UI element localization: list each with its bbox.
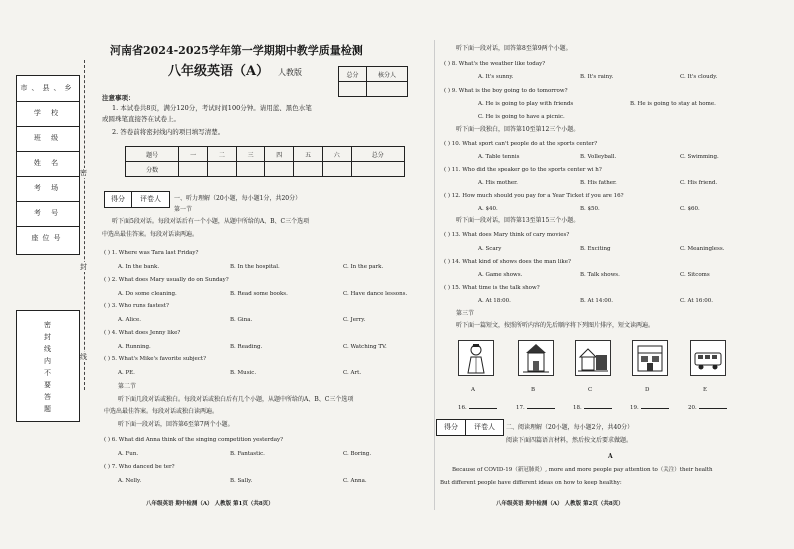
option-b: B. $50.	[580, 206, 600, 212]
option-b: B. It's rainy.	[580, 74, 614, 80]
option-b: B. Gina.	[230, 317, 253, 323]
blank-line	[699, 402, 727, 409]
score-table-cell: 四	[265, 147, 294, 162]
passage-line: But different people have different ideas on how to keep healthy:	[440, 480, 622, 486]
blank-number: 20.	[688, 405, 697, 411]
student-info-box	[16, 75, 80, 255]
score-table-cell	[265, 162, 294, 177]
field-name: 姓 名	[17, 151, 79, 177]
option-a: A. Alice.	[118, 317, 142, 323]
option-b: B. In the hospital.	[230, 264, 280, 270]
question-stem: ( ) 7. Who danced be ter?	[104, 464, 175, 470]
option-b: B. Reading.	[230, 344, 263, 350]
section-instruction: 听下面一段对话，回答第13至第15三个小题。	[456, 217, 580, 224]
option-c: C. Swimming.	[680, 154, 719, 160]
section1-part2: 第二节	[118, 383, 137, 390]
question-stem: ( ) 12. How much should you pay for a Year Ticket if you are 16?	[444, 193, 624, 199]
score-table-cell: 题号	[126, 147, 179, 162]
notes-heading: 注意事项：	[102, 94, 135, 102]
question-stem: ( ) 11. Who did the speaker go to the sports center wi h?	[444, 167, 602, 173]
question-stem: ( ) 2. What does Mary usually do on Sunday?	[104, 277, 229, 283]
picture-label: B	[531, 387, 536, 393]
option-a: A. $40.	[478, 206, 498, 212]
seal-mark: 线	[80, 353, 87, 361]
checker-header: 核分人	[367, 67, 408, 82]
seal-mark: 封	[80, 263, 87, 271]
option-c: C. $60.	[680, 206, 700, 212]
exam-subtitle: 八年级英语（A）	[168, 64, 270, 79]
question-stem: ( ) 15. What time is the talk show?	[444, 285, 540, 291]
section1-heading: 一、听力理解（20小题，每小题1分，共20分）	[174, 195, 302, 202]
section1-part1: 第一节	[174, 206, 193, 213]
picture-shop	[632, 340, 668, 376]
section-instruction: 听下面一段对话，回答第8至第9两个小题。	[456, 45, 572, 52]
section1-instruction: 听下面5段对话。每段对话后有一个小题，从题中所给的A、B、C三个选项	[112, 218, 310, 225]
question-stem: ( ) 10. What sport can't people do at the sports center?	[444, 141, 598, 147]
question-stem: ( ) 9. What is the boy going to do tomorrow?	[444, 88, 568, 94]
question-stem: ( ) 6. What did Anna think of the singing competition yesterday?	[104, 437, 284, 443]
question-stem: ( ) 14. What kind of shows does the man like?	[444, 259, 571, 265]
picture-nurse	[458, 340, 494, 376]
blank-number: 19.	[630, 405, 639, 411]
total-score-cell	[339, 82, 367, 97]
option-c: C. Anna.	[343, 478, 367, 484]
checker-cell	[367, 82, 408, 97]
passage-label: A	[608, 453, 613, 460]
grader-box	[436, 419, 504, 436]
option-b: B. He is going to stay at home.	[630, 101, 716, 107]
score-table-cell	[294, 162, 323, 177]
option-a: A. Nelly.	[118, 478, 142, 484]
option-c: C. Jerry.	[343, 317, 366, 323]
picture-houses	[575, 340, 611, 376]
score-table-cell: 五	[294, 147, 323, 162]
score-table	[125, 146, 405, 177]
question-stem: ( ) 8. What's the weather like today?	[444, 61, 546, 67]
option-b: B. At 14:00.	[580, 298, 613, 304]
option-b: B. Volleyball.	[580, 154, 617, 160]
score-table-cell	[179, 162, 208, 177]
option-a: A. His mother.	[478, 180, 518, 186]
notice-box	[16, 310, 80, 422]
blank-number: 16.	[458, 405, 467, 411]
score-table-cell	[351, 162, 404, 177]
picture-bus	[690, 340, 726, 376]
blank-line	[584, 402, 612, 409]
question-stem: ( ) 13. What does Mary think of cary movies?	[444, 232, 570, 238]
answer-blank-20[interactable]	[688, 402, 727, 412]
option-b: B. Fantastic.	[230, 451, 265, 457]
score-table-cell	[208, 162, 237, 177]
option-c: C. It's cloudy.	[680, 74, 718, 80]
option-b: B. His father.	[580, 180, 617, 186]
option-a: A. Running.	[118, 344, 151, 350]
score-table-cell	[236, 162, 265, 177]
picture-label: A	[471, 387, 475, 393]
passage-line: Because of COVID-19（新冠肺炎）, more and more people pay attention to（关注）their health	[452, 467, 713, 473]
option-c: C. Art.	[343, 370, 362, 376]
score-table-header-row	[126, 147, 405, 162]
page-divider	[434, 40, 435, 510]
option-c: C. His friend.	[680, 180, 718, 186]
option-b: B. Music.	[230, 370, 257, 376]
score-table-score-row	[126, 162, 405, 177]
score-table-cell: 分数	[126, 162, 179, 177]
question-stem: ( ) 4. What does Jenny like?	[104, 330, 181, 336]
note-line: 2. 答卷前将密封线内的项目填写清楚。	[112, 128, 225, 136]
section1-instruction: 中选出最佳答案。每段对话或独白读两遍。	[104, 408, 219, 415]
edition-label: 人教版	[278, 68, 302, 77]
option-b: B. Sally.	[230, 478, 253, 484]
option-a: A. Do some cleaning.	[118, 291, 177, 297]
option-a: A. At 18:00.	[478, 298, 511, 304]
option-a: A. Fun.	[118, 451, 139, 457]
note-line: 1. 本试卷共8页，满分120分，考试时间100分钟。请用蓝、黑色水笔	[112, 104, 312, 112]
picture-label: D	[645, 387, 650, 393]
option-a: A. PE.	[118, 370, 135, 376]
answer-blank-16[interactable]	[458, 402, 497, 412]
answer-blank-17[interactable]	[516, 402, 555, 412]
option-a: A. Game shows.	[478, 272, 523, 278]
score-table-cell: 二	[208, 147, 237, 162]
option-a: A. Table tennis	[478, 154, 520, 160]
seal-mark: 密	[80, 169, 87, 177]
option-b: B. Exciting	[580, 246, 611, 252]
score-table-cell: 三	[236, 147, 265, 162]
grader-name-label: 评卷人	[474, 423, 495, 431]
option-c: C. In the park.	[343, 264, 384, 270]
field-region: 市、县、乡	[17, 76, 79, 102]
option-a: A. He is going to play with friends	[478, 101, 574, 107]
notice-text: 密封线内不要答题	[44, 321, 51, 413]
option-c: C. Meaningless.	[680, 246, 725, 252]
field-school: 学 校	[17, 101, 79, 127]
blank-number: 17.	[516, 405, 525, 411]
option-c: C. Have dance lessons.	[343, 291, 408, 297]
score-table-cell: 六	[322, 147, 351, 162]
picture-tower-building	[518, 340, 554, 376]
option-b: B. Read some books.	[230, 291, 288, 297]
note-line: 或圆珠笔直接答在试卷上。	[102, 115, 180, 123]
field-seat-number: 座位号	[31, 234, 65, 242]
section2-heading: 二、阅读理解（20小题，每小题2分，共40分）	[506, 424, 634, 431]
exam-title: 河南省2024-2025学年第一学期期中教学质量检测	[110, 44, 363, 57]
field-exam-number: 考 号	[17, 201, 79, 227]
page-footer-left: 八年级英语 期中检测（A） 人教版 第1页（共8页）	[146, 501, 274, 507]
total-score-box	[338, 66, 408, 97]
blank-number: 18.	[573, 405, 582, 411]
total-score-header: 总分	[339, 67, 367, 82]
option-a: A. Scary	[478, 246, 502, 252]
score-table-cell	[322, 162, 351, 177]
binding-column	[10, 45, 88, 425]
score-table-cell: 总分	[351, 147, 404, 162]
question-stem: ( ) 1. Where was Tara last Friday?	[104, 250, 199, 256]
option-c: C. Sitcoms	[680, 272, 710, 278]
field-class: 班 级	[17, 126, 79, 152]
grader-score-label: 得分	[105, 192, 132, 207]
section1-part3: 第三节	[456, 310, 475, 317]
answer-blank-19[interactable]	[630, 402, 669, 412]
section-instruction: 听下面一篇短文，按照所听内容的先后顺序将下列图片排序，短文读两遍。	[456, 322, 655, 329]
page-footer-right: 八年级英语 期中检测（A） 人教版 第2页（共8页）	[496, 501, 624, 507]
score-table-cell: 一	[179, 147, 208, 162]
grader-box	[104, 191, 170, 208]
grader-name-label: 评卷人	[140, 195, 161, 203]
blank-line	[469, 402, 497, 409]
option-c: C. At 16:00.	[680, 298, 713, 304]
option-a: A. It's sunny.	[478, 74, 514, 80]
section1-instruction: 听下面几段对话或独白。每段对话或独白后有几个小题，从题中所给的A、B、C三个选项	[118, 396, 354, 403]
picture-label: E	[703, 387, 708, 393]
option-c: C. He is going to have a picnic.	[478, 114, 565, 120]
blank-line	[641, 402, 669, 409]
option-c: C. Watching TV.	[343, 344, 387, 350]
grader-score-label: 得分	[437, 420, 466, 435]
option-c: C. Boring.	[343, 451, 372, 457]
section2-instruction: 阅读下面四篇语言材料，然后按文后要求做题。	[506, 437, 633, 444]
blank-line	[527, 402, 555, 409]
seal-line	[84, 60, 85, 390]
picture-label: C	[588, 387, 593, 393]
section1-instruction: 中选出最佳答案。每段对话读两遍。	[102, 231, 199, 238]
field-exam-room: 考 场	[17, 176, 79, 202]
question-stem: ( ) 3. Who runs fastest?	[104, 303, 169, 309]
question-stem: ( ) 5. What's Mike's favorite subject?	[104, 356, 207, 362]
answer-blank-18[interactable]	[573, 402, 612, 412]
option-a: A. In the bank.	[118, 264, 160, 270]
section1-instruction: 听下面一段对话，回答第6至第7两个小题。	[118, 421, 234, 428]
option-b: B. Talk shows.	[580, 272, 620, 278]
section-instruction: 听下面一段独白，回答第10至第12三个小题。	[456, 126, 580, 133]
